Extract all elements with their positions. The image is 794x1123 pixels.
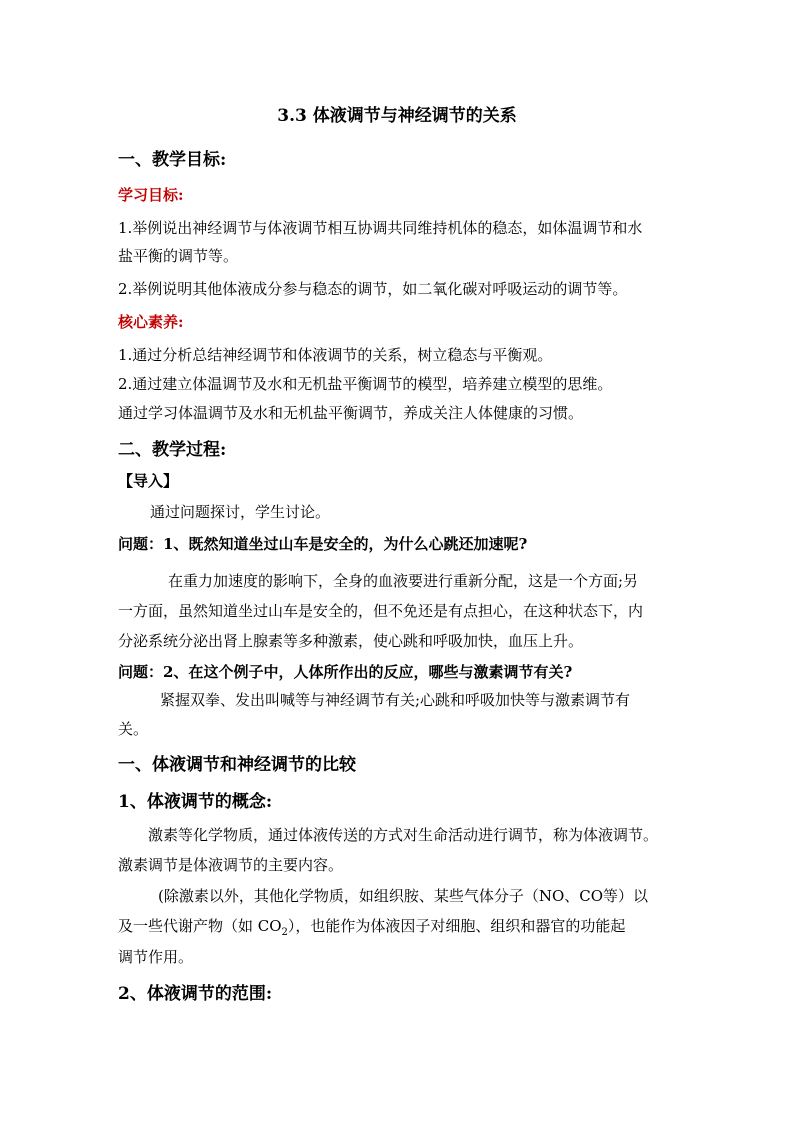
answer-1-line-1: 在重力加速度的影响下，全身的血液要进行重新分配，这是一个方面;另 bbox=[168, 572, 639, 590]
core-literacy-label: 核心素养: bbox=[118, 313, 184, 331]
intro-label: 【导入】 bbox=[118, 472, 179, 490]
core-literacy-2: 2.通过建立体温调节及水和无机盐平衡调节的模型，培养建立模型的思维。 bbox=[118, 375, 613, 393]
note-line-2-suffix: ），也能作为体液因子对细胞、组织和器官的功能起 bbox=[287, 917, 626, 935]
section-heading-process: 二、教学过程: bbox=[118, 440, 227, 460]
answer-2-line-1: 紧握双拳、发出叫喊等与神经调节有关;心跳和呼吸加快等与激素调节有 bbox=[160, 691, 631, 709]
concept-text-line-2: 激素调节是体液调节的主要内容。 bbox=[118, 856, 344, 874]
scope-heading: 2、体液调节的范围: bbox=[118, 984, 273, 1004]
learning-goal-1-line-1: 1.举例说出神经调节与体液调节相互协调共同维持机体的稳态，如体温调节和水 bbox=[118, 219, 643, 237]
concept-text-line-1: 激素等化学物质，通过体液传送的方式对生命活动进行调节，称为体液调节。 bbox=[148, 826, 659, 844]
note-line-2 bbox=[118, 916, 625, 936]
learning-goals-label: 学习目标: bbox=[118, 186, 184, 204]
co2-subscript: 2 bbox=[281, 927, 288, 938]
question-2: 问题：2、在这个例子中，人体所作出的反应，哪些与激素调节有关? bbox=[118, 663, 573, 681]
answer-1-line-2: 一方面，虽然知道坐过山车是安全的，但不免还是有点担心，在这种状态下，内 bbox=[118, 602, 644, 620]
note-line-3: 调节作用。 bbox=[118, 948, 194, 966]
learning-goal-1-line-2: 盐平衡的调节等。 bbox=[118, 247, 239, 265]
question-1: 问题：1、既然知道坐过山车是安全的，为什么心跳还加速呢? bbox=[118, 535, 528, 553]
document-title: 3.3 体液调节与神经调节的关系 bbox=[277, 106, 517, 126]
learning-goal-2: 2.举例说明其他体液成分参与稳态的调节，如二氧化碳对呼吸运动的调节等。 bbox=[118, 280, 628, 298]
section-heading-objectives: 一、教学目标: bbox=[118, 150, 227, 170]
note-line-1: (除激素以外，其他化学物质，如组织胺、某些气体分子（NO、CO等）以 bbox=[158, 887, 649, 905]
intro-text: 通过问题探讨，学生讨论。 bbox=[150, 503, 331, 521]
core-literacy-1: 1.通过分析总结神经调节和体液调节的关系，树立稳态与平衡观。 bbox=[118, 346, 553, 364]
answer-2-line-2: 关。 bbox=[118, 720, 149, 738]
core-literacy-3: 通过学习体温调节及水和无机盐平衡调节，养成关注人体健康的习惯。 bbox=[118, 404, 584, 422]
note-line-2-prefix: 及一些代谢产物（如 CO bbox=[118, 917, 282, 935]
answer-1-line-3: 分泌系统分泌出肾上腺素等多种激素，使心跳和呼吸加快，血压上升。 bbox=[118, 632, 584, 650]
section-heading-comparison: 一、体液调节和神经调节的比较 bbox=[118, 755, 356, 775]
concept-heading: 1、体液调节的概念: bbox=[118, 792, 273, 812]
